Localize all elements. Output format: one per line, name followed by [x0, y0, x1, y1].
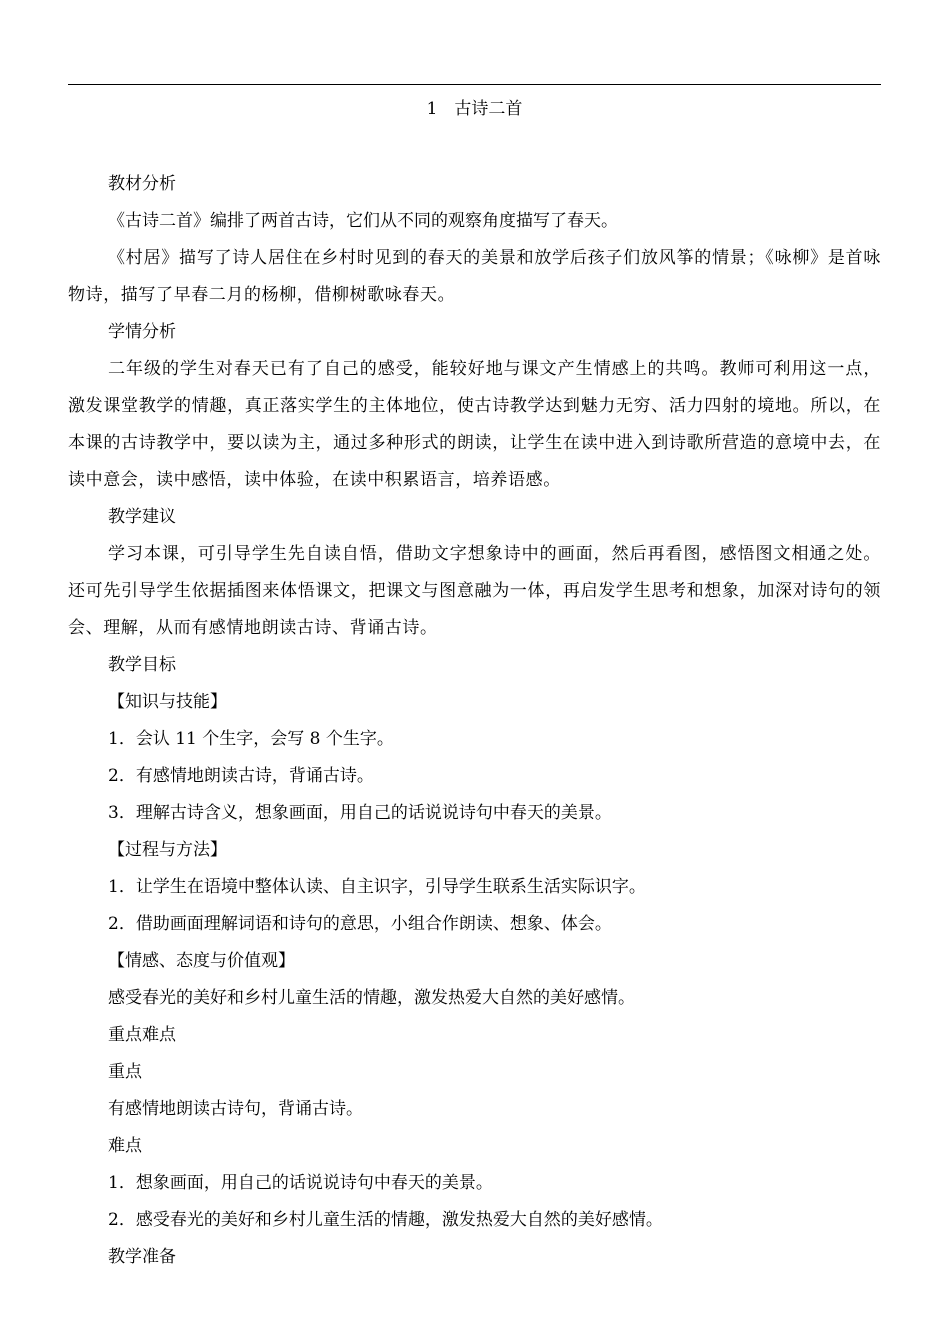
- subsection-heading: 【情感、态度与价值观】: [108, 951, 295, 971]
- list-item: 2．借助画面理解词语和诗句的意思，小组合作朗读、想象、体会。: [108, 914, 612, 934]
- header-rule: [68, 84, 881, 85]
- paragraph: 《村居》描写了诗人居住在乡村时见到的春天的美景和放学后孩子们放风筝的情景；《咏柳》是首咏物诗，描写了早春二月的杨柳，借柳树歌咏春天。: [68, 248, 881, 305]
- list-item: 1．让学生在语境中整体认读、自主识字，引导学生联系生活实际识字。: [108, 877, 646, 897]
- paragraph: 感受春光的美好和乡村儿童生活的情趣，激发热爱大自然的美好感情。: [108, 988, 635, 1008]
- section-heading: 学情分析: [108, 322, 176, 342]
- subsection-heading: 【知识与技能】: [108, 692, 227, 712]
- list-item: 2．感受春光的美好和乡村儿童生活的情趣，激发热爱大自然的美好感情。: [108, 1210, 663, 1230]
- subsection-heading: 重点: [108, 1062, 142, 1082]
- subsection-heading: 【过程与方法】: [108, 840, 227, 860]
- list-item: 2．有感情地朗读古诗，背诵古诗。: [108, 766, 374, 786]
- section-heading: 教学目标: [108, 655, 176, 675]
- list-item: 1．会认 11 个生字，会写 8 个生字。: [108, 729, 394, 749]
- list-item: 1．想象画面，用自己的话说说诗句中春天的美景。: [108, 1173, 493, 1193]
- page-title: 1 古诗二首: [426, 99, 523, 119]
- section-heading: 教学建议: [108, 507, 176, 527]
- subsection-heading: 难点: [108, 1136, 142, 1156]
- paragraph: 学习本课，可引导学生先自读自悟，借助文字想象诗中的画面，然后再看图，感悟图文相通之处。还可先引导学生依据插图来体悟课文，把课文与图意融为一体，再启发学生思考和想象，加深对诗句的领会、理解，从而有感情地朗读古诗、背诵古诗。: [68, 544, 881, 638]
- list-item: 3．理解古诗含义，想象画面，用自己的话说说诗句中春天的美景。: [108, 803, 612, 823]
- paragraph: 有感情地朗读古诗句，背诵古诗。: [108, 1099, 363, 1119]
- paragraph: 《古诗二首》编排了两首古诗，它们从不同的观察角度描写了春天。: [108, 211, 618, 231]
- paragraph: 二年级的学生对春天已有了自己的感受，能较好地与课文产生情感上的共鸣。教师可利用这一点，激发课堂教学的情趣，真正落实学生的主体地位，使古诗教学达到魅力无穷、活力四射的境地。所以，在本课的古诗教学中，要以读为主，通过多种形式的朗读，让学生在读中进入到诗歌所营造的意境中去，在读中意会，读中感悟，读中体验，在读中积累语言，培养语感。: [68, 359, 881, 490]
- section-heading: 教学准备: [108, 1247, 176, 1267]
- document-body: [68, 166, 881, 1276]
- section-heading: 重点难点: [108, 1025, 176, 1045]
- section-heading: 教材分析: [108, 174, 176, 194]
